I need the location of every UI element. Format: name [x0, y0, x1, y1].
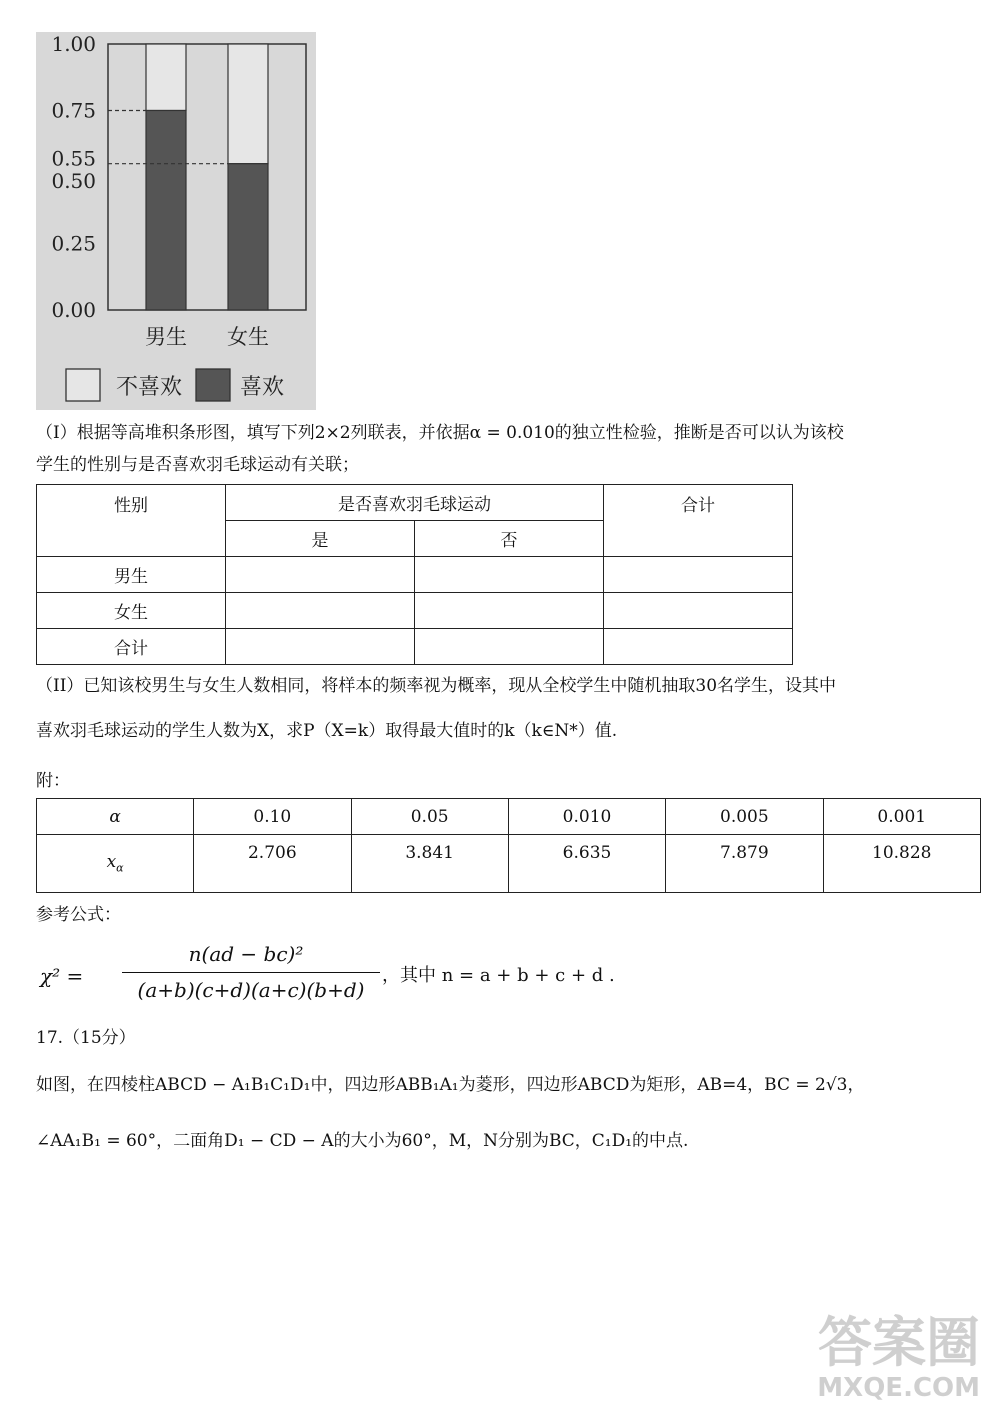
y-tick-label: 0.55: [51, 146, 96, 171]
y-tick-label: 0.50: [51, 169, 96, 193]
empty-cell: [415, 557, 604, 593]
alpha-value: 0.001: [823, 799, 980, 835]
q17-line1: 如图，在四棱柱ABCD − A₁B₁C₁D₁中，四边形ABB₁A₁为菱形，四边形ABCD为矩形，AB=4，BC = 2√3，: [36, 1075, 865, 1095]
y-tick-label: 0.75: [51, 98, 96, 123]
bar-like-1: [228, 164, 268, 310]
x-value: 3.841: [351, 835, 508, 893]
watermark-cn: 答案圈: [818, 1311, 980, 1374]
contingency-table: [36, 484, 793, 665]
alpha-value: 0.05: [351, 799, 508, 835]
empty-cell: [604, 629, 793, 665]
formula-label: 参考公式：: [36, 905, 121, 925]
plot-frame: [108, 44, 306, 310]
header-total: 合计: [604, 485, 793, 557]
stacked-bar-chart: [36, 32, 316, 410]
alpha-value: 0.005: [666, 799, 823, 835]
table-row: [37, 593, 793, 629]
x-alpha-header: [37, 835, 194, 893]
table-row: [37, 557, 793, 593]
watermark-logo: [750, 1313, 980, 1408]
q17-line2: ∠AA₁B₁ = 60°，二面角D₁ − CD − A的大小为60°，M，N分别为BC，C₁D₁的中点.: [36, 1131, 689, 1151]
formula-numerator: n(ad − bc)²: [188, 942, 304, 966]
x-subscript: α: [116, 861, 124, 875]
header-group: 是否喜欢羽毛球运动: [226, 485, 604, 521]
part1-line1: （I）根据等高堆积条形图，填写下列2×2列联表，并依据α = 0.010的独立性检验，推断是否可以认为该校: [36, 423, 844, 443]
table-row: [37, 629, 793, 665]
row-label-female: 女生: [37, 593, 226, 629]
part2-line2: 喜欢羽毛球运动的学生人数为X，求P（X=k）取得最大值时的k（k∈N*）值.: [36, 721, 618, 741]
legend-swatch-dislike: [66, 369, 100, 401]
y-tick-label: 0.25: [51, 231, 96, 256]
empty-cell: [415, 629, 604, 665]
alpha-value: 0.010: [508, 799, 665, 835]
header-gender: 性别: [37, 485, 226, 557]
chart-svg: [36, 32, 316, 410]
x-value: 2.706: [194, 835, 351, 893]
bar-dislike-0: [146, 44, 186, 111]
bar-dislike-1: [228, 44, 268, 164]
chi-square-formula: [36, 940, 736, 1015]
legend-swatch-like: [196, 369, 230, 401]
header-yes: 是: [226, 521, 415, 557]
legend-label-like: 喜欢: [240, 375, 285, 400]
x-tick-label: 男生: [145, 325, 187, 349]
watermark-en: MXQE.COM: [817, 1373, 980, 1403]
formula-denominator: (a+b)(c+d)(a+c)(b+d): [137, 978, 365, 1002]
empty-cell: [226, 629, 415, 665]
header-no: 否: [415, 521, 604, 557]
x-symbol: x: [106, 852, 117, 873]
alpha-value: 0.10: [194, 799, 351, 835]
table-row: [37, 799, 981, 835]
q17-title: 17.（15分）: [36, 1028, 136, 1048]
x-value: 10.828: [823, 835, 980, 893]
x-value: 7.879: [666, 835, 823, 893]
part1-line2: 学生的性别与是否喜欢羽毛球运动有关联；: [36, 455, 359, 475]
y-tick-label: 1.00: [51, 32, 96, 56]
table-row: [37, 835, 981, 893]
part2-line1: （II）已知该校男生与女生人数相同，将样本的频率视为概率，现从全校学生中随机抽取30名学生，设其中: [36, 676, 837, 696]
appendix-label: 附：: [36, 771, 70, 791]
empty-cell: [604, 557, 793, 593]
row-label-male: 男生: [37, 557, 226, 593]
empty-cell: [226, 593, 415, 629]
legend-label-dislike: 不喜欢: [116, 375, 183, 400]
fraction-bar: [122, 972, 380, 973]
bar-like-0: [146, 111, 186, 311]
alpha-header: α: [37, 799, 194, 835]
empty-cell: [415, 593, 604, 629]
critical-value-table: [36, 798, 981, 893]
empty-cell: [604, 593, 793, 629]
formula-lhs: χ² =: [40, 964, 84, 988]
x-tick-label: 女生: [227, 325, 269, 349]
empty-cell: [226, 557, 415, 593]
row-label-total: 合计: [37, 629, 226, 665]
formula-tail: ，其中 n = a + b + c + d .: [382, 965, 615, 986]
y-tick-label: 0.00: [51, 298, 96, 322]
x-value: 6.635: [508, 835, 665, 893]
